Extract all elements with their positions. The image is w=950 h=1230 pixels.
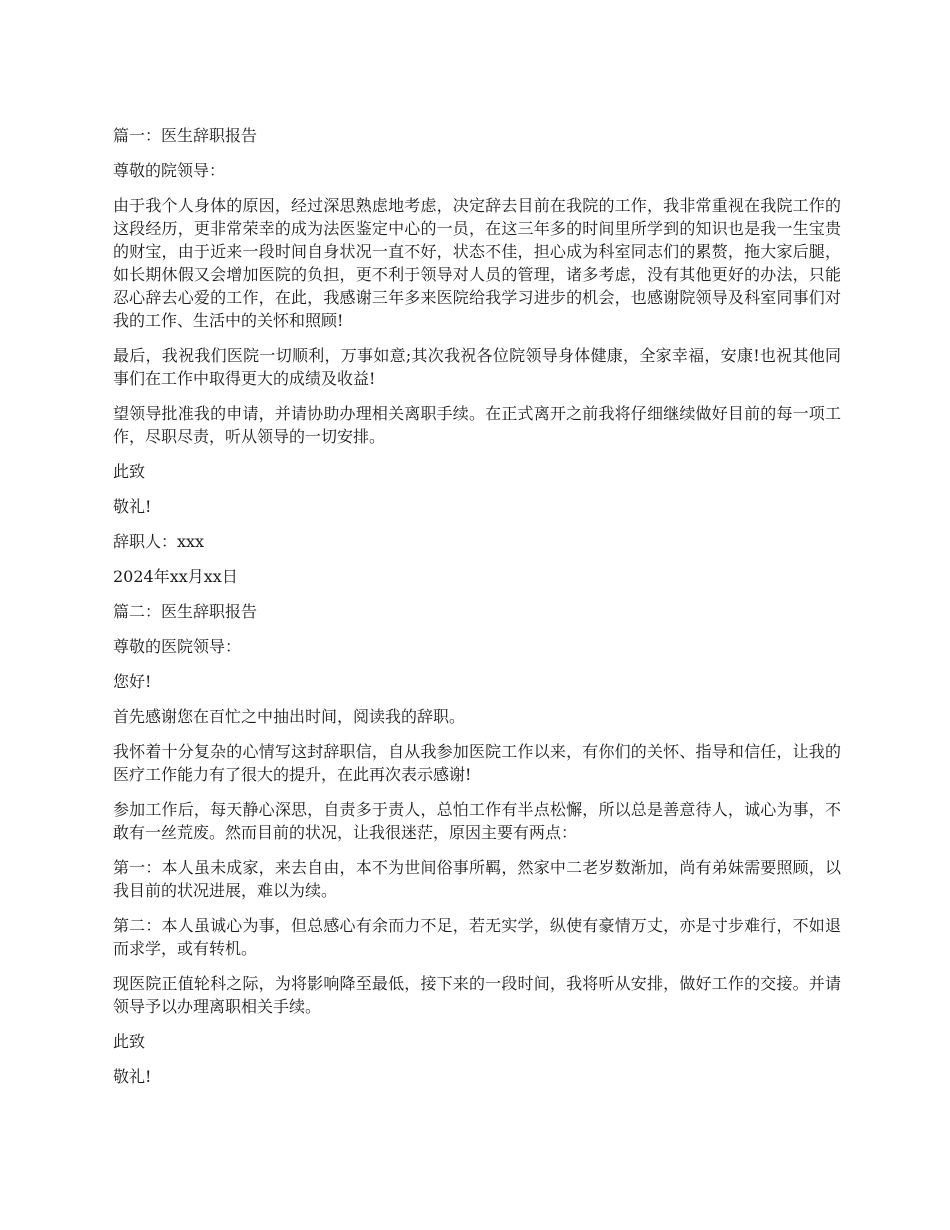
body-paragraph: 第二：本人虽诚心为事，但总感心有余而力不足，若无实学，纵使有豪情万丈，亦是寸步难行，不如退而求学，或有转机。 xyxy=(113,916,841,958)
section-one-title: 篇一：医生辞职报告 xyxy=(113,126,258,145)
body-paragraph: 参加工作后，每天静心深思，自责多于责人，总怕工作有半点松懈，所以总是善意待人，诚心为事，不敢有一丝荒废。然而目前的状况，让我很迷茫，原因主要有两点： xyxy=(113,800,841,842)
body-paragraph: 现医院正值轮科之际，为将影响降至最低，接下来的一段时间，我将听从安排，做好工作的交接。并请领导予以办理离职相关手续。 xyxy=(113,974,841,1016)
closing-regards: 敬礼! xyxy=(113,497,152,516)
body-paragraph: 我怀着十分复杂的心情写这封辞职信，自从我参加医院工作以来，有你们的关怀、指导和信任，让我的医疗工作能力有了很大的提升，在此再次表示感谢! xyxy=(113,742,841,784)
date-line: 2024年xx月xx日 xyxy=(113,567,238,586)
body-paragraph: 首先感谢您在百忙之中抽出时间，阅读我的辞职。 xyxy=(113,707,466,726)
body-paragraph: 望领导批准我的申请，并请协助办理相关离职手续。在正式离开之前我将仔细继续做好目前的每一项工作，尽职尽责，听从领导的一切安排。 xyxy=(113,404,841,446)
document-body xyxy=(113,124,841,1100)
salutation: 尊敬的院领导： xyxy=(113,161,226,180)
body-paragraph: 由于我个人身体的原因，经过深思熟虑地考虑，决定辞去目前在我院的工作，我非常重视在我院工作的这段经历，更非常荣幸的成为法医鉴定中心的一员，在这三年多的时间里所学到的知识也是我一生宝贵的财宝，由于近来一段时间自身状况一直不好，状态不佳，担心成为科室同志们的累赘，拖大家后腿，如长期休假又会增加医院的负担，更不利于领导对人员的管理，诸多考虑，没有其他更好的办法，只能忍心辞去心爱的工作，在此，我感谢三年多来医院给我学习进步的机会，也感谢院领导及科室同事们对我的工作、生活中的关怀和照顾! xyxy=(113,196,841,330)
section-two-title: 篇二：医生辞职报告 xyxy=(113,602,258,621)
closing-line: 此致 xyxy=(113,462,146,481)
signature-line: 辞职人：xxx xyxy=(113,532,205,551)
salutation: 尊敬的医院领导： xyxy=(113,637,242,656)
body-paragraph: 第一：本人虽未成家，来去自由，本不为世间俗事所羁，然家中二老岁数渐加，尚有弟妹需要照顾，以我目前的状况进展，难以为续。 xyxy=(113,858,841,900)
body-paragraph: 最后，我祝我们医院一切顺利，万事如意;其次我祝各位院领导身体健康，全家幸福，安康!也祝其他同事们在工作中取得更大的成绩及收益! xyxy=(113,346,841,388)
closing-regards: 敬礼! xyxy=(113,1067,152,1086)
closing-line: 此致 xyxy=(113,1032,146,1051)
greeting: 您好! xyxy=(113,672,152,691)
